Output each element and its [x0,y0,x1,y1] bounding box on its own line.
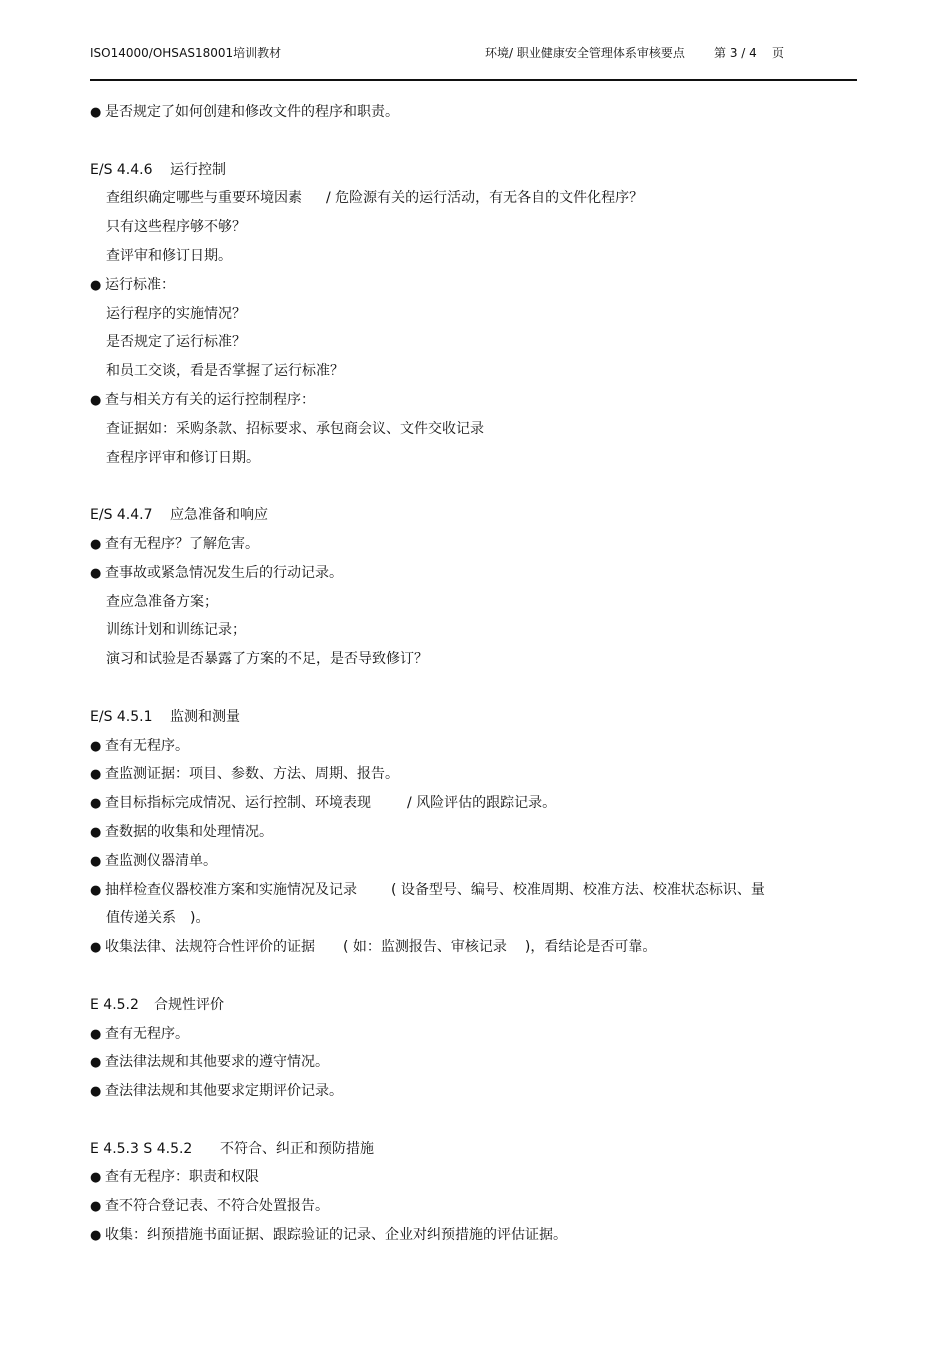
list-item: ● 运行标准： [90,271,850,300]
bullet-icon: ● [90,796,102,812]
section-heading-4-4-6 [90,156,850,185]
list-item: ● 抽样检查仪器校准方案和实施情况及记录 ( 设备型号、编号、校准周期、校准方法、校准状态标识、量 [90,876,850,905]
list-item: ● 收集：纠预措施书面证据、跟踪验证的记录、企业对纠预措施的评估证据。 [90,1221,850,1250]
bullet-icon: ● [90,536,102,552]
header-section-title: 环境/ 职业健康安全管理体系审核要点 [485,46,685,60]
bullet-icon: ● [90,1199,102,1215]
header-rule [90,79,857,81]
bullet-icon: ● [90,738,102,754]
clause-number: E/S 4.4.7 [90,507,153,524]
list-item: 查应急准备方案； [106,593,218,610]
bullet-icon: ● [90,1084,102,1100]
bullet-icon: ● [90,853,102,869]
bullet-icon: ● [90,1026,102,1042]
bullet-icon: ● [90,105,102,120]
clause-title: 运行控制 [170,161,226,178]
list-item: 和员工交谈，看是否掌握了运行标准？ [106,363,344,380]
bullet-icon: ● [90,882,102,898]
bullet-icon: ● [90,392,102,408]
bullet-icon: ● [90,1055,102,1071]
list-item: 查组织确定哪些与重要环境因素 / 危险源有关的运行活动，有无各自的文件化程序？ [106,190,644,207]
clause-title: 应急准备和响应 [170,507,268,524]
list-item: ● 查数据的收集和处理情况。 [90,818,850,847]
section-heading-4-4-7 [90,501,850,530]
list-item: ● 查不符合登记表、不符合处置报告。 [90,1192,850,1221]
header-page-number: 第 3 / 4 [714,46,757,60]
clause-number: E 4.5.3 S 4.5.2 [90,1140,193,1157]
clause-title: 合规性评价 [154,996,224,1013]
section-heading-4-5-3 [90,1135,850,1164]
bullet-icon: ● [90,824,102,840]
list-item: ● 查与相关方有关的运行控制程序： [90,386,850,415]
bullet-icon: ● [90,1228,102,1244]
list-item: ● 是否规定了如何创建和修改文件的程序和职责。 [90,98,850,127]
bullet-icon: ● [90,1170,102,1186]
clause-number: E/S 4.4.6 [90,161,153,178]
bullet-icon: ● [90,940,102,956]
bullet-icon: ● [90,767,102,783]
list-item: ● 查监测仪器清单。 [90,847,850,876]
list-item: ● 查目标指标完成情况、运行控制、环境表现 / 风险评估的跟踪记录。 [90,789,850,818]
clause-title: 不符合、纠正和预防措施 [220,1140,374,1157]
list-item: ● 查法律法规和其他要求的遵守情况。 [90,1048,850,1077]
list-item: 只有这些程序够不够？ [106,219,246,236]
list-item: ● 查有无程序：职责和权限 [90,1163,850,1192]
list-item: ● 查事故或紧急情况发生后的行动记录。 [90,559,850,588]
list-item: 查程序评审和修订日期。 [106,449,260,466]
page-header [90,44,857,64]
header-doc-title: ISO14000/OHSAS18001培训教材 [90,46,282,60]
clause-number: E/S 4.5.1 [90,708,153,725]
bullet-icon: ● [90,277,102,293]
list-item: 是否规定了运行标准？ [106,334,246,351]
list-item: ● 查有无程序。 [90,732,850,761]
list-item-continuation: 值传递关系 )。 [106,910,210,927]
list-item: 查证据如：采购条款、招标要求、承包商会议、文件交收记录 [106,420,484,437]
list-item: 运行程序的实施情况？ [106,305,246,322]
section-heading-4-5-1 [90,703,850,732]
clause-number: E 4.5.2 [90,996,139,1013]
list-item: ● 查监测证据：项目、参数、方法、周期、报告。 [90,760,850,789]
list-item: 演习和试验是否暴露了方案的不足，是否导致修订？ [106,651,428,668]
section-heading-4-5-2 [90,991,850,1020]
list-item: 查评审和修订日期。 [106,247,232,264]
list-item: ● 收集法律、法规符合性评价的证据 ( 如：监测报告、审核记录 )，看结论是否可靠。 [90,933,850,962]
clause-title: 监测和测量 [170,708,240,725]
bullet-icon: ● [90,565,102,581]
list-item: ● 查有无程序？了解危害。 [90,530,850,559]
list-item: ● 查有无程序。 [90,1020,850,1049]
list-item: ● 查法律法规和其他要求定期评价记录。 [90,1077,850,1106]
list-item: 训练计划和训练记录； [106,622,246,639]
header-page-suffix: 页 [772,46,785,60]
document-body [90,98,850,1250]
